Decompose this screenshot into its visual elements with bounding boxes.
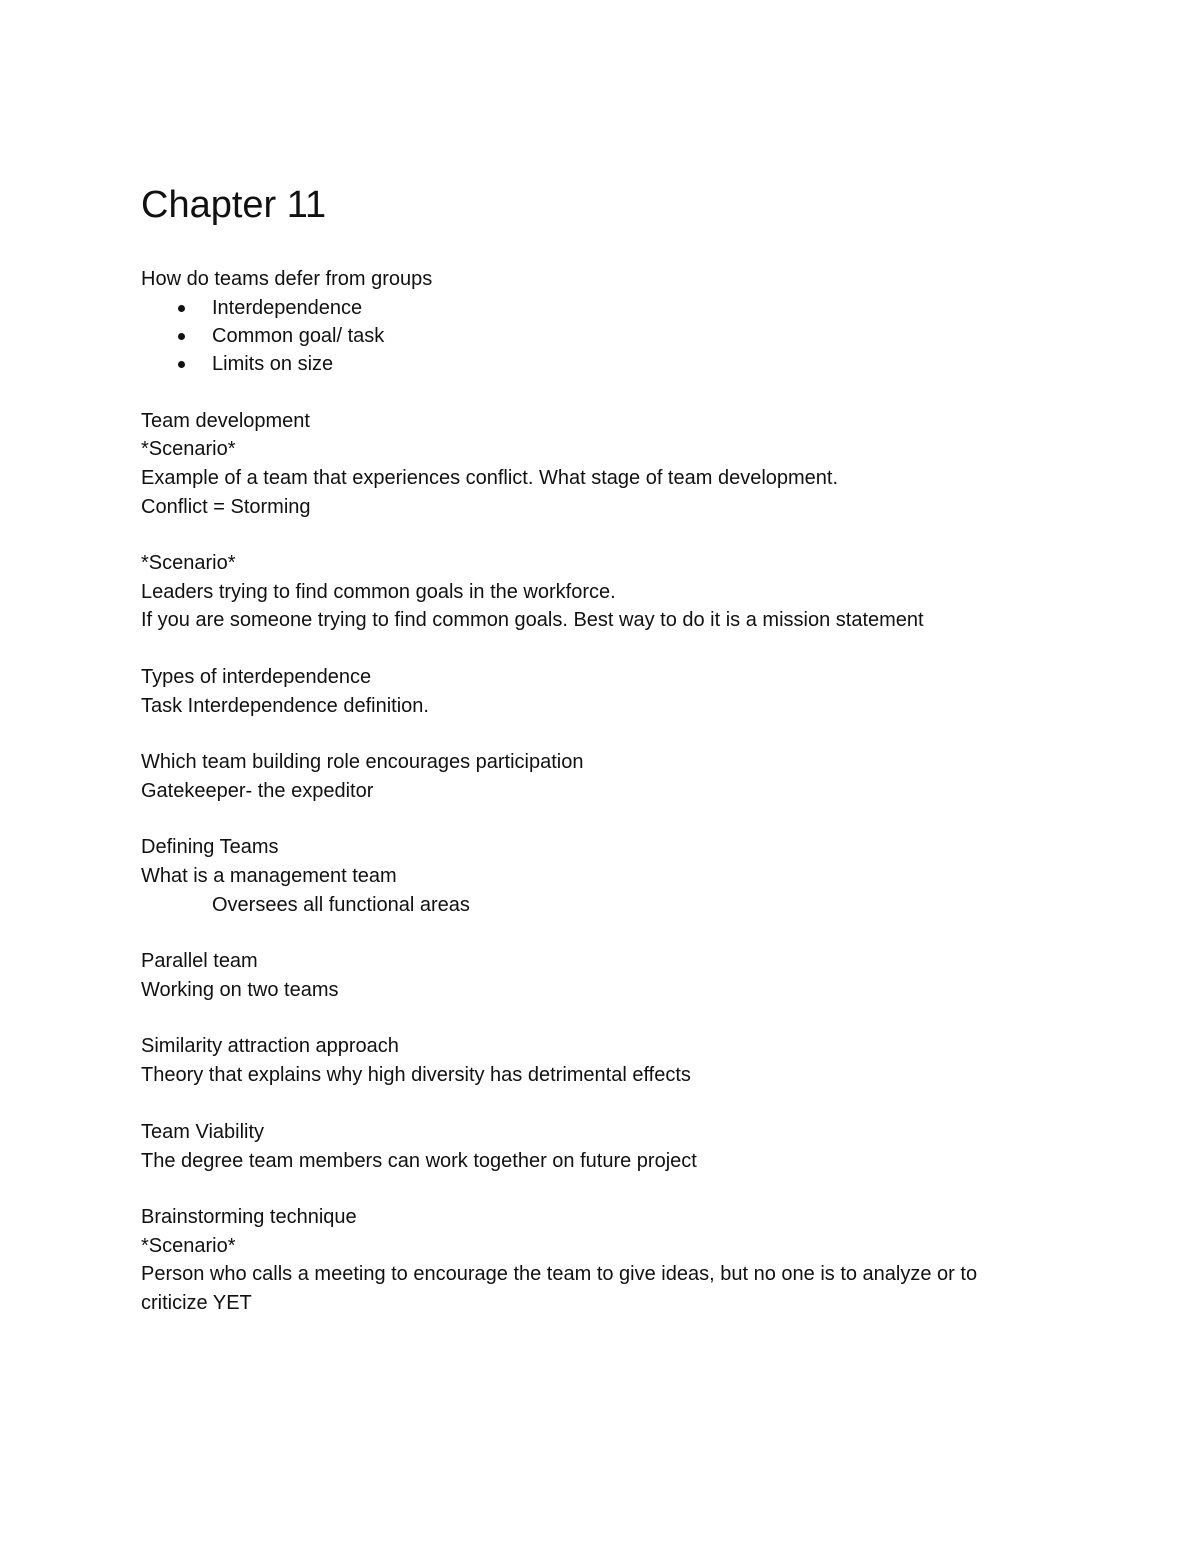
team-development-example: Example of a team that experiences conflict. What stage of team development. — [141, 467, 839, 489]
team-roles-heading: Which team building role encourages participation — [141, 751, 584, 773]
parallel-team-definition: Working on two teams — [141, 979, 339, 1001]
interdependence-heading: Types of interdependence — [141, 666, 372, 688]
bullet-icon — [178, 333, 185, 340]
common-goals-line-1: Leaders trying to find common goals in the workforce. — [141, 581, 616, 603]
bullet-icon — [178, 305, 185, 312]
scenario-label: *Scenario* — [141, 552, 236, 574]
similarity-heading: Similarity attraction approach — [141, 1035, 399, 1057]
scenario-label: *Scenario* — [141, 1235, 236, 1257]
scenario-label: *Scenario* — [141, 438, 236, 460]
bullet-icon — [178, 361, 185, 368]
team-roles-answer: Gatekeeper- the expeditor — [141, 780, 374, 802]
brainstorming-line-1: Person who calls a meeting to encourage the team to give ideas, but no one is to analyze or to — [141, 1263, 978, 1285]
viability-heading: Team Viability — [141, 1121, 265, 1143]
brainstorming-line-2: criticize YET — [141, 1292, 252, 1314]
defining-teams-question: What is a management team — [141, 865, 397, 887]
intro-heading: How do teams defer from groups — [141, 268, 433, 290]
defining-teams-answer: Oversees all functional areas — [212, 894, 470, 916]
bullet-text: Limits on size — [212, 353, 334, 375]
common-goals-line-2: If you are someone trying to find common goals. Best way to do it is a mission statement — [141, 609, 924, 631]
defining-teams-heading: Defining Teams — [141, 836, 279, 858]
page-title: Chapter 11 — [141, 184, 327, 226]
brainstorming-heading: Brainstorming technique — [141, 1206, 357, 1228]
team-development-answer: Conflict = Storming — [141, 496, 311, 518]
viability-definition: The degree team members can work together on future project — [141, 1150, 697, 1172]
interdependence-line: Task Interdependence definition. — [141, 695, 429, 717]
team-development-heading: Team development — [141, 410, 310, 432]
bullet-text: Common goal/ task — [212, 325, 385, 347]
parallel-team-heading: Parallel team — [141, 950, 258, 972]
similarity-definition: Theory that explains why high diversity has detrimental effects — [141, 1064, 691, 1086]
bullet-text: Interdependence — [212, 297, 363, 319]
